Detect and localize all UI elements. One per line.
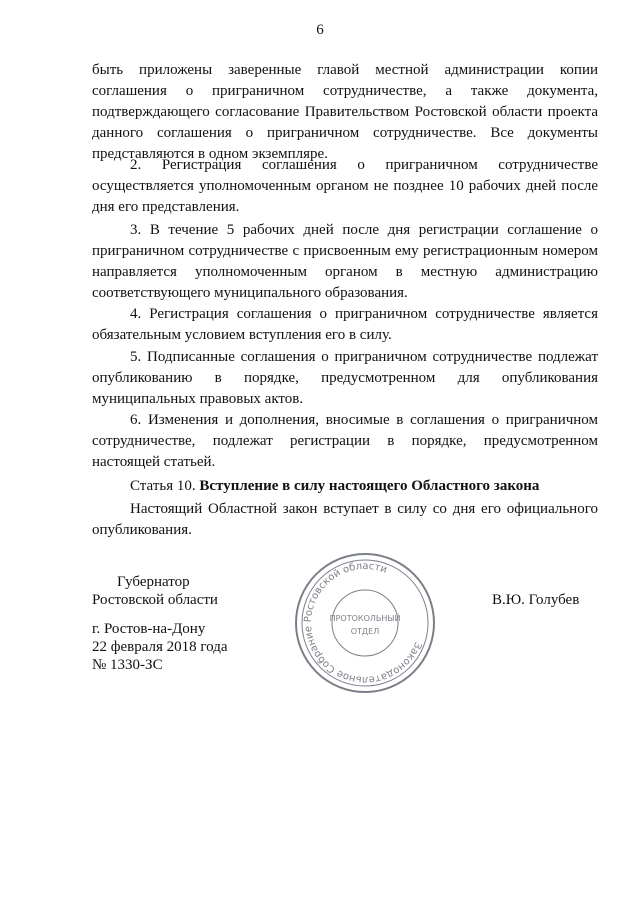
paragraph-4: 4. Регистрация соглашения о приграничном сотрудничестве является обязательным условием вступления его в силу. bbox=[92, 306, 598, 343]
stamp-center-ring bbox=[332, 590, 398, 656]
signatory-position-line2: Ростовской области bbox=[92, 592, 218, 608]
signing-date: 22 февраля 2018 года bbox=[92, 639, 228, 655]
stamp-inner-ring bbox=[302, 560, 428, 686]
law-number: № 1330-ЗС bbox=[92, 657, 163, 673]
paragraph-5: 5. Подписанные соглашения о приграничном сотрудничестве подлежат опубликованию в порядке, предусмотренном для опубликования муниципальных правовых актов. bbox=[92, 349, 598, 407]
paragraph-3: 3. В течение 5 рабочих дней после дня регистрации соглашение о приграничном сотрудничестве с присвоенным ему регистрационным номером направляется уполномоченным органом в местную администрацию соответствующего муниципального образования. bbox=[92, 222, 598, 301]
article-heading bbox=[130, 476, 598, 497]
signatory-position-line1: Губернатор bbox=[117, 574, 190, 590]
paragraph-6: 6. Изменения и дополнения, вносимые в соглашения о приграничном сотрудничестве, подлежат регистрации в порядке, предусмотренном настоящей статьей. bbox=[92, 412, 598, 470]
page-number: 6 bbox=[316, 22, 324, 38]
stamp-ring-text bbox=[290, 548, 440, 698]
stamp-center-line2: ОТДЕЛ bbox=[350, 627, 380, 636]
article-prefix: Статья 10. bbox=[130, 478, 196, 494]
paragraph-2: 2. Регистрация соглашения о приграничном сотрудничестве осуществляется уполномоченным органом не позднее 10 рабочих дней после дня его представления. bbox=[92, 157, 598, 215]
stamp-ring-textpath: Законодательное Собрание Ростовской области bbox=[302, 560, 424, 686]
official-stamp bbox=[290, 548, 440, 698]
stamp-center-line1: ПРОТОКОЛЬНЫЙ bbox=[329, 614, 401, 623]
signatory-name: В.Ю. Голубев bbox=[492, 592, 580, 608]
stamp-outer-ring bbox=[296, 554, 434, 692]
paragraph-continuation: быть приложены заверенные главой местной администрации копии соглашения о приграничном сотрудничестве, а также документа, подтверждающего согласование Правительством Ростовской области проекта данного соглашения о приграничном сотрудничестве. Все документы представляются в одном экземпляре. bbox=[92, 62, 598, 162]
article-text: Настоящий Областной закон вступает в силу со дня его официального опубликования. bbox=[92, 501, 598, 538]
signing-city: г. Ростов-на-Дону bbox=[92, 621, 206, 637]
article-title: Вступление в силу настоящего Областного закона bbox=[199, 478, 540, 494]
